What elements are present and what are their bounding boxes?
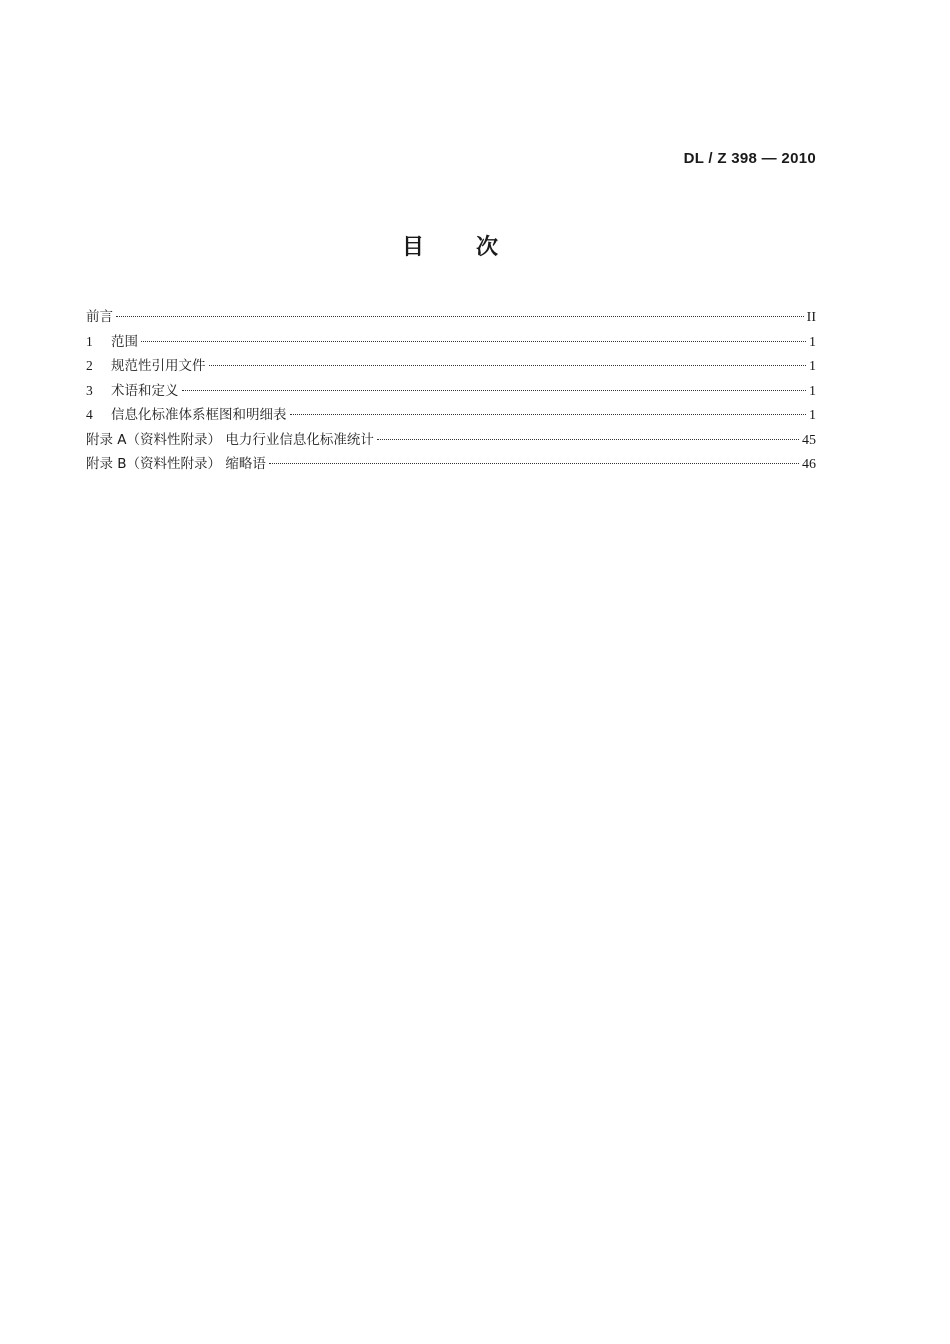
toc-entry-normative-references[interactable] [86, 354, 816, 379]
toc-label: 术语和定义 [111, 382, 179, 399]
toc-entry-foreword[interactable] [86, 305, 816, 330]
toc-entry-scope[interactable] [86, 330, 816, 355]
toc-section-number: 4 [86, 407, 93, 422]
toc-page-number: 46 [802, 457, 816, 472]
toc-label: 附录 A（资料性附录） 电力行业信息化标准统计 [86, 431, 374, 448]
toc-page-number: II [806, 310, 816, 325]
dot-leader [141, 341, 806, 342]
standard-code: DL / Z 398 — 2010 [683, 150, 816, 167]
toc-page-number: 1 [809, 408, 816, 423]
toc-entry-standard-system-diagram[interactable] [86, 403, 816, 428]
toc-entry-appendix-a[interactable] [86, 428, 816, 453]
toc-label: 范围 [111, 333, 138, 350]
dot-leader [209, 365, 807, 366]
dot-leader [182, 390, 807, 391]
toc-label: 信息化标准体系框图和明细表 [111, 407, 287, 423]
toc-label: 前言 [86, 309, 113, 325]
dot-leader [377, 439, 799, 440]
toc-section-number: 3 [86, 382, 93, 398]
title-char-2: 次 [476, 235, 499, 260]
dot-leader [290, 414, 807, 415]
title-char-1: 目 [401, 235, 424, 260]
toc-label: 规范性引用文件 [111, 358, 206, 374]
toc-section-number: 1 [86, 333, 93, 349]
table-of-contents [86, 305, 816, 477]
dot-leader [269, 463, 799, 464]
toc-page-number: 1 [809, 334, 816, 350]
toc-entry-terms-definitions[interactable] [86, 379, 816, 404]
toc-page-number: 1 [809, 359, 816, 374]
toc-page-number: 45 [802, 432, 816, 448]
dot-leader [116, 316, 804, 317]
toc-section-number: 2 [86, 358, 93, 373]
page-title [0, 230, 900, 261]
toc-page-number: 1 [809, 383, 816, 399]
toc-entry-appendix-b[interactable] [86, 452, 816, 477]
toc-label: 附录 B（资料性附录） 缩略语 [86, 456, 266, 472]
